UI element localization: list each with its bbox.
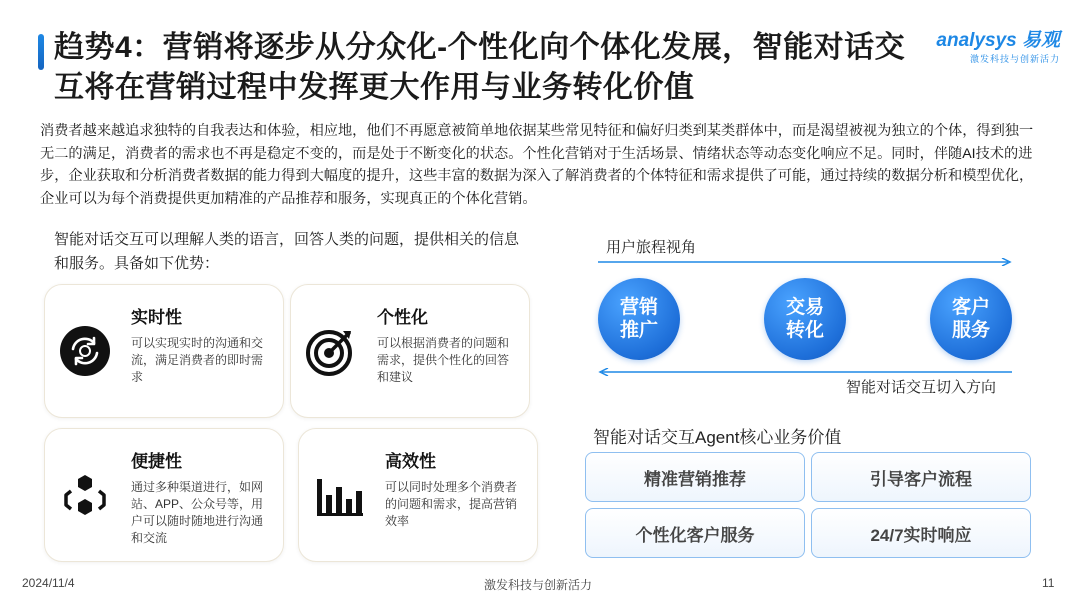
multi-channel-icon	[59, 469, 111, 521]
title-accent-bar	[38, 34, 44, 70]
value-item: 个性化客户服务	[585, 508, 805, 558]
logo-tagline: 激发科技与创新活力	[969, 54, 1060, 64]
journey-backward-arrow	[598, 368, 1012, 376]
journey-stage-label: 客户服务	[951, 297, 990, 341]
advantage-card-convenient	[44, 428, 284, 562]
journey-label: 用户旅程视角	[606, 239, 697, 256]
page-number: 11	[1042, 576, 1055, 590]
value-item: 24/7实时响应	[811, 508, 1031, 558]
advantage-desc: 可以根据消费者的问题和需求，提供个性化的回答和建议	[377, 336, 510, 384]
journey-stage-label: 交易转化	[785, 297, 824, 341]
realtime-sync-icon	[59, 325, 111, 377]
journey-forward-arrow	[598, 258, 1012, 266]
footer-date: 2024/11/4	[22, 576, 75, 590]
value-item: 引导客户流程	[811, 452, 1031, 502]
advantages-intro: 智能对话交互可以理解人类的语言，回答人类的问题，提供相关的信息和服务。具备如下优势：	[54, 231, 520, 272]
advantage-card-realtime	[44, 284, 284, 418]
bar-chart-icon	[313, 469, 365, 521]
advantage-desc: 可以同时处理多个消费者的问题和需求，提高营销效率	[385, 480, 518, 528]
advantage-title: 高效性	[385, 452, 436, 471]
advantage-title: 个性化	[377, 308, 428, 327]
journey-stage-marketing	[598, 278, 680, 360]
value-item: 精准营销推荐	[585, 452, 805, 502]
target-icon	[305, 325, 357, 377]
brand-logo	[920, 30, 1060, 66]
intro-paragraph: 消费者越来越追求独特的自我表达和体验，相应地，他们不再愿意被简单地依据某些常见特征和偏好归类到某类群体中，而是渴望被视为独立的个体，得到独一无二的满足，消费者的需求也不再是稳定不变的，而是处于不断变化的状态。个性化营销对于生活场景、情绪状态等动态变化响应不足。同时，伴随AI技术的进步，企业获取和分析消费者数据的能力得到大幅度的提升，这些丰富的数据为深入了解消费者的个体特征和需求提供了可能，通过持续的数据分析和模型优化，企业可以为每个消费提供更加精准的产品推荐和服务，实现真正的个体化营销。	[40, 123, 1034, 207]
journey-stage-conversion	[764, 278, 846, 360]
advantage-title: 实时性	[131, 308, 182, 327]
advantage-card-personalized	[290, 284, 530, 418]
entry-direction-label: 智能对话交互切入方向	[846, 379, 997, 396]
advantage-card-efficient	[298, 428, 538, 562]
journey-stage-service	[930, 278, 1012, 360]
core-value-title: 智能对话交互Agent核心业务价值	[593, 428, 842, 447]
logo-wordmark: analysys 易观	[936, 30, 1060, 51]
advantage-desc: 可以实现实时的沟通和交流，满足消费者的即时需求	[131, 336, 264, 384]
journey-stage-label: 营销推广	[619, 297, 658, 341]
advantage-desc: 通过多种渠道进行，如网站、APP、公众号等，用户可以随时随地进行沟通和交流	[131, 480, 264, 545]
advantage-title: 便捷性	[131, 452, 182, 471]
footer-slogan: 激发科技与创新活力	[484, 578, 593, 592]
page-title: 趋势4：营销将逐步从分众化-个性化向个体化发展，智能对话交互将在营销过程中发挥更大作用与业务转化价值	[54, 31, 906, 104]
